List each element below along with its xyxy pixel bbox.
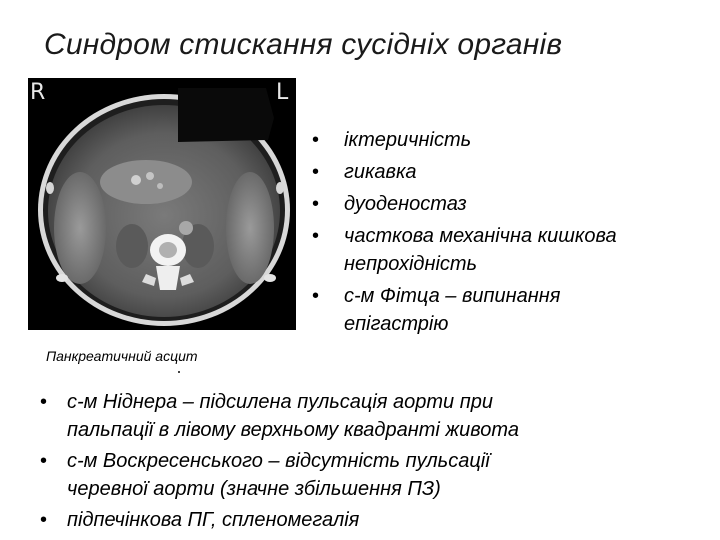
symptom-item (312, 126, 712, 154)
ct-marker-right-side: R (30, 80, 46, 105)
symptom-text: дуоденостаз (344, 193, 467, 215)
symptom-text: гикавка (344, 161, 417, 183)
bullet-icon: • (312, 161, 320, 183)
symptom-text: іктеричність (344, 129, 472, 151)
bullet-icon: • (40, 509, 48, 531)
caption-dot-mark (178, 371, 180, 373)
symptom-list (312, 126, 712, 342)
syndrome-list (40, 388, 710, 537)
syndrome-text: с-м Воскресенського – відсутність пульсації черевної аорти (значне збільшення ПЗ) (67, 450, 490, 500)
syndrome-item (40, 506, 710, 534)
symptom-text: часткова механічна кишкова непрохідність (344, 225, 617, 275)
ct-scan-graphic (28, 78, 296, 330)
symptom-item (312, 222, 712, 278)
bullet-icon: • (40, 450, 48, 472)
slide-title: Синдром стискання сусідніх органів (44, 28, 563, 61)
bullet-icon: • (312, 285, 320, 307)
symptom-item (312, 158, 712, 186)
symptom-text: с-м Фітца – випинання епігастрію (344, 285, 561, 335)
ct-scan-image (28, 78, 296, 330)
symptom-item (312, 190, 712, 218)
bullet-icon: • (312, 129, 320, 151)
bullet-icon: • (312, 225, 320, 247)
syndrome-item (40, 447, 710, 503)
image-caption: Панкреатичний асцит (46, 348, 198, 364)
bullet-icon: • (312, 193, 320, 215)
syndrome-item (40, 388, 710, 444)
symptom-item (312, 282, 712, 338)
syndrome-text: с-м Ніднера – підсилена пульсація аорти при пальпації в лівому верхньому квадранті живота (67, 391, 519, 441)
syndrome-text: підпечінкова ПГ, спленомегалія (67, 509, 360, 531)
ct-marker-left-side: L (276, 80, 289, 105)
bullet-icon: • (40, 391, 48, 413)
